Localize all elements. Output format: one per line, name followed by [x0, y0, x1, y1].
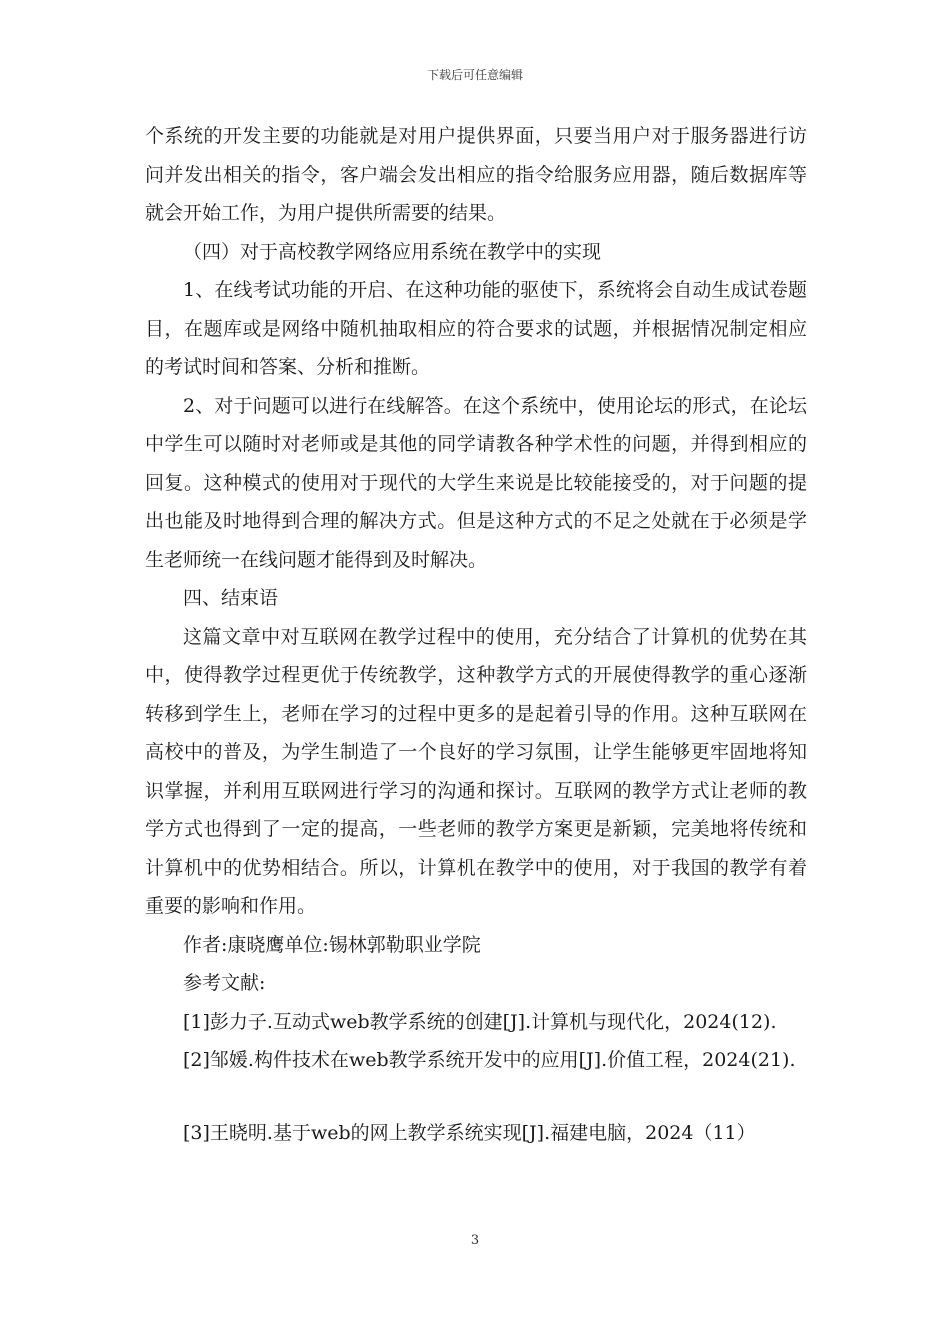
- paragraph-conclusion: 这篇文章中对互联网在教学过程中的使用，充分结合了计算机的优势在其中，使得教学过程更优于传统教学，这种教学方式的开展使得教学的重心逐渐转移到学生上，老师在学习的过程中更多的是起着引导的作用。这种互联网在高校中的普及，为学生制造了一个良好的学习氛围，让学生能够更牢固地将知识掌握，并利用互联网进行学习的沟通和探讨。互联网的教学方式让老师的教学方式也得到了一定的提高，一些老师的教学方案更是新颖，完美地将传统和计算机中的优势相结合。所以，计算机在教学中的使用，对于我国的教学有着重要的影响和作用。: [145, 625, 807, 917]
- page-number: 3: [470, 1233, 480, 1248]
- reference-item: [2]邹媛.构件技术在web教学系统开发中的应用[J].价值工程，2024(21).: [183, 1049, 796, 1071]
- section-heading-conclusion: 四、结束语: [183, 587, 279, 609]
- paragraph-system-overview: 个系统的开发主要的功能就是对用户提供界面，只要当用户对于服务器进行访问并发出相关的指令，客户端会发出相应的指令给服务应用器，随后数据库等就会开始工作，为用户提供所需要的结果。: [145, 125, 807, 224]
- reference-item: [3]王晓明.基于web的网上教学系统实现[J].福建电脑，2024（11）: [183, 1121, 756, 1144]
- references-heading: 参考文献:: [183, 972, 266, 994]
- author-line: 作者:康晓鹰单位:锡林郭勒职业学院: [183, 933, 481, 956]
- section-heading-implementation: （四）对于高校教学网络应用系统在教学中的实现: [183, 240, 602, 263]
- paragraph-online-answers: 2、对于问题可以进行在线解答。在这个系统中，使用论坛的形式，在论坛中学生可以随时对老师或是其他的同学请教各种学术性的问题，并得到相应的回复。这种模式的使用对于现代的大学生来说是比较能接受的，对于问题的提出也能及时地得到合理的解决方式。但是这种方式的不足之处就在于必须是学生老师统一在线问题才能得到及时解决。: [145, 394, 807, 571]
- document-body: [145, 117, 807, 1152]
- reference-item: [1]彭力子.互动式web教学系统的创建[J].计算机与现代化，2024(12).: [183, 1010, 777, 1033]
- paragraph-online-exam: 1、在线考试功能的开启、在这种功能的驱使下，系统将会自动生成试卷题目，在题库或是网络中随机抽取相应的符合要求的试题，并根据情况制定相应的考试时间和答案、分析和推断。: [145, 279, 807, 378]
- page-header: 下载后可任意编辑: [426, 68, 523, 82]
